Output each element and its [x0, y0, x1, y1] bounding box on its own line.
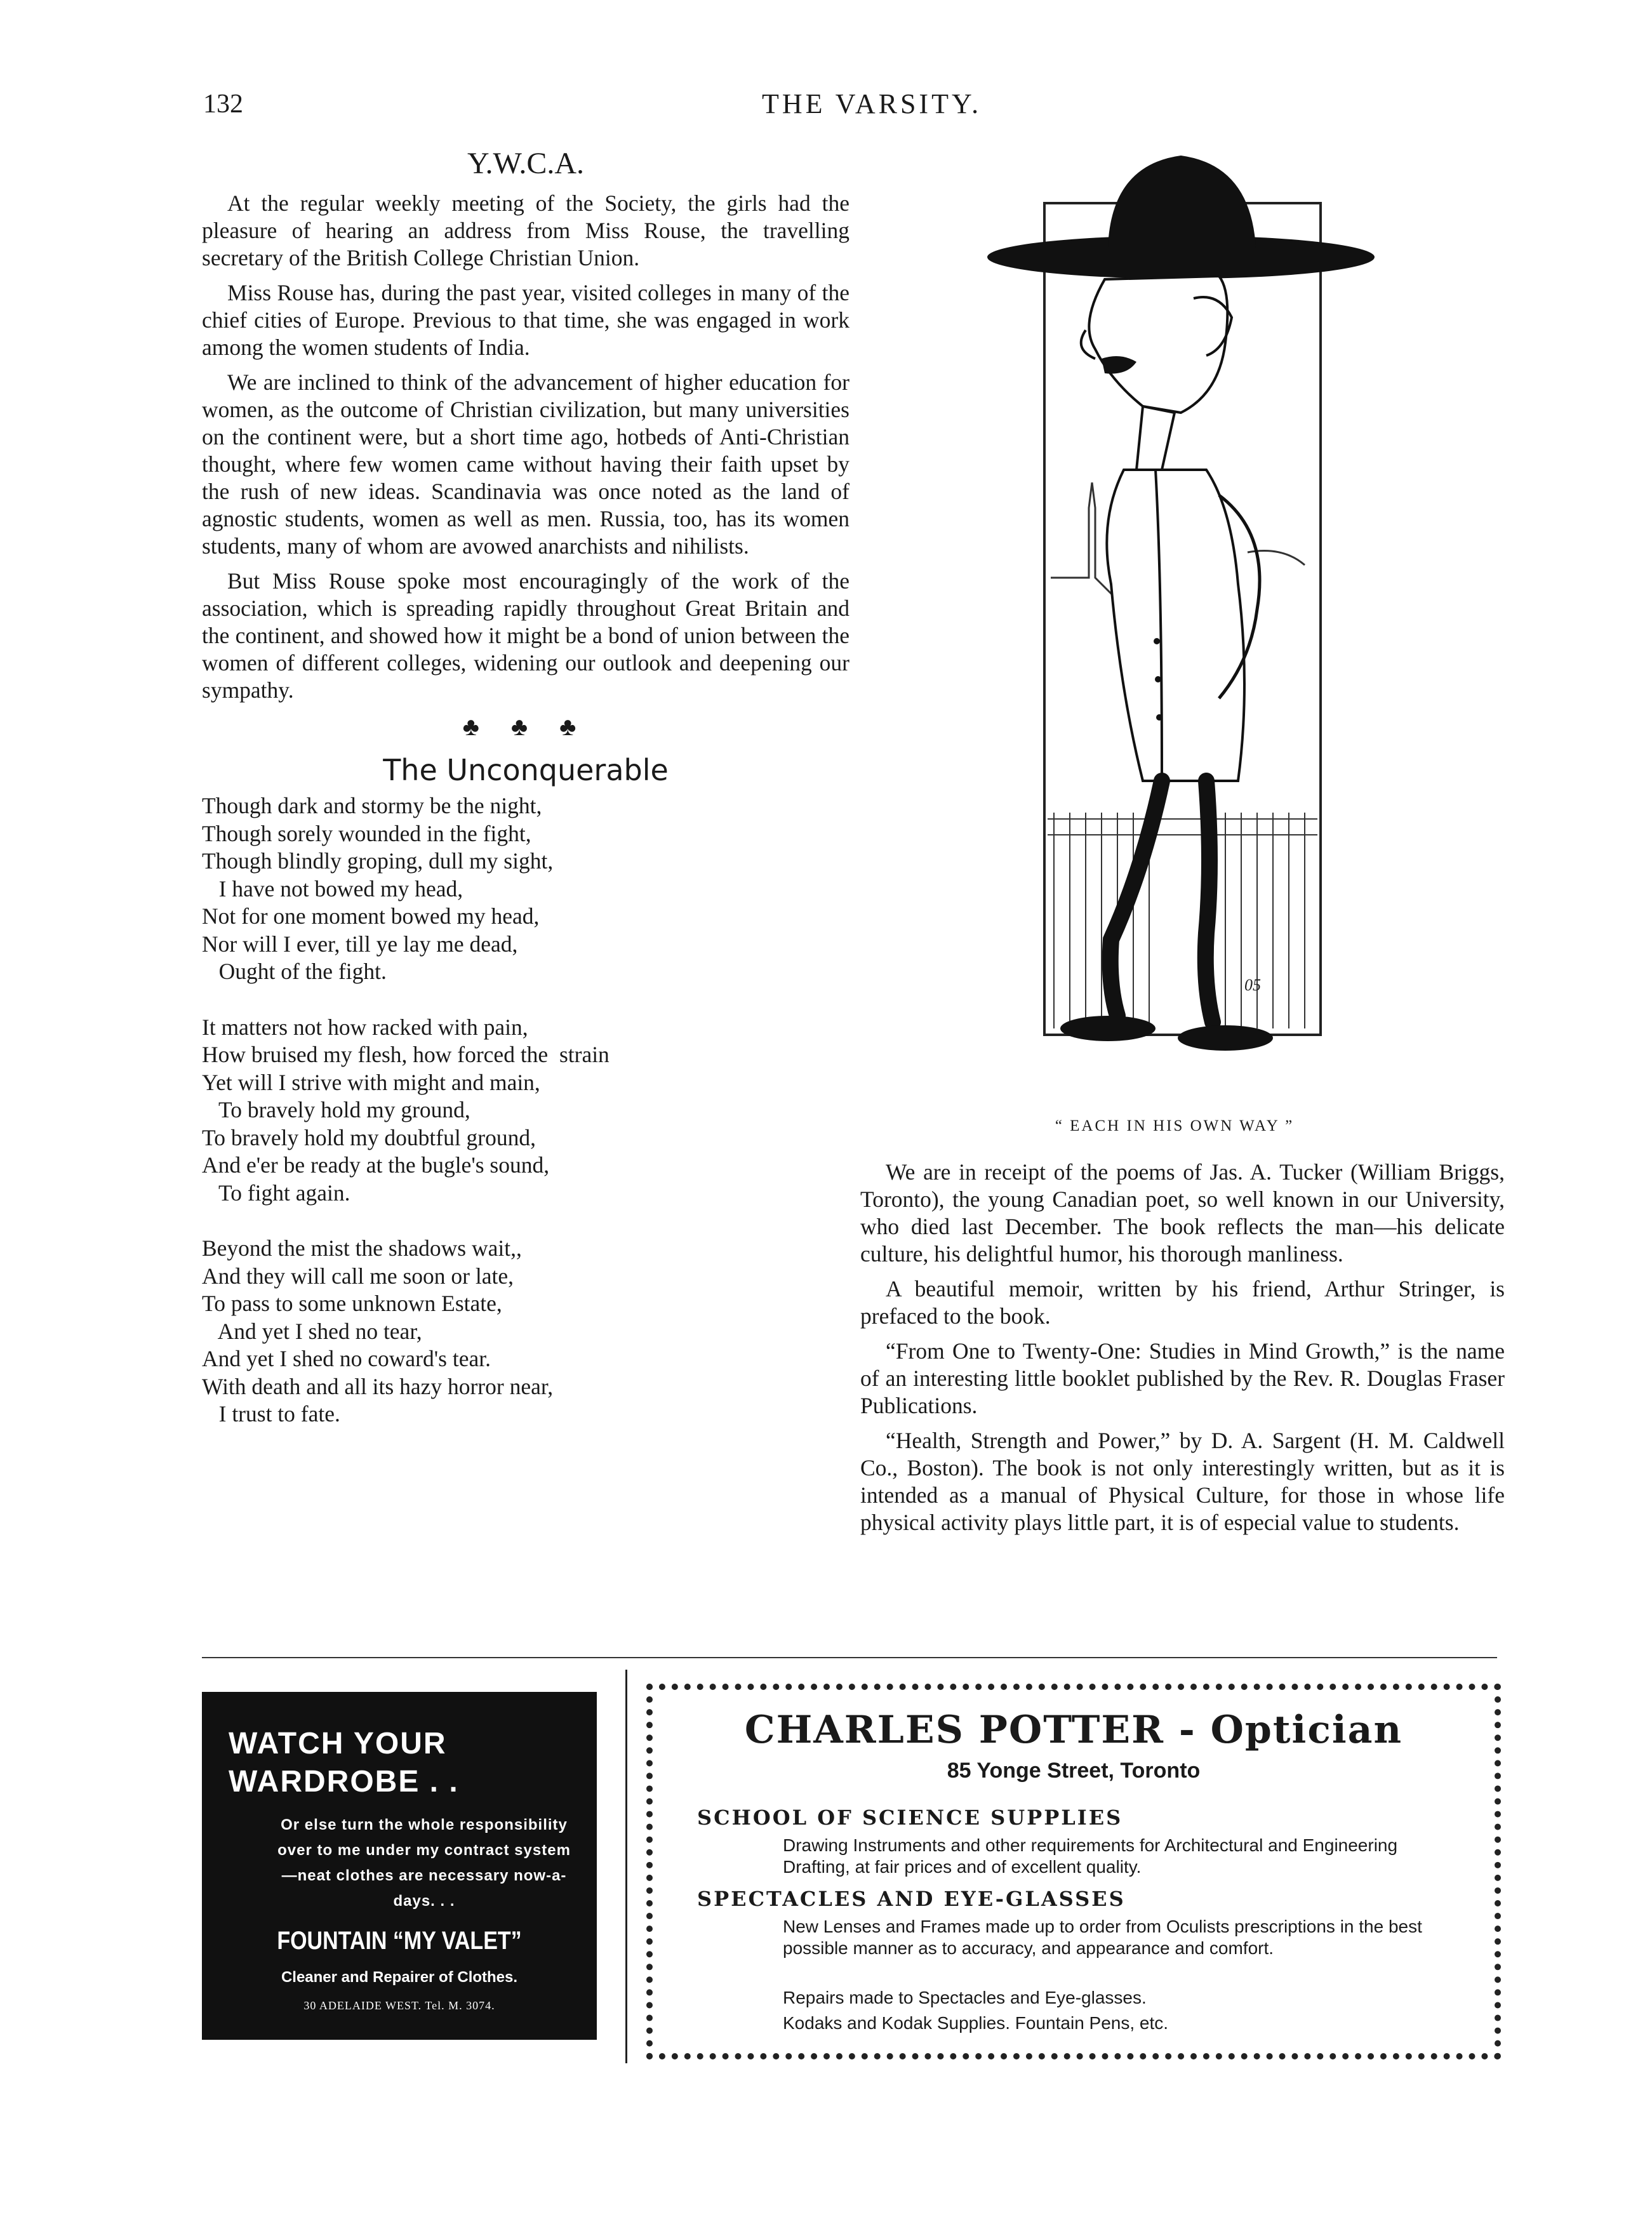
wardrobe-advertisement: [202, 1692, 597, 2040]
poem-line: I trust to fate.: [202, 1401, 340, 1427]
wardrobe-title-line: WATCH YOUR: [229, 1727, 447, 1760]
ywca-title: Y.W.C.A.: [467, 147, 585, 180]
poem-line: Yet will I strive with might and main,: [202, 1069, 540, 1095]
page-number: 132: [203, 90, 243, 119]
optician-section-heading: SPECTACLES AND EYE-GLASSES: [697, 1887, 1126, 1911]
ywca-paragraph: We are inclined to think of the advancement of higher education for women, as the outcome of Christian civilization, but many universities on the continent were, but a short time ago, hotbeds of Anti-Christian thought, where few women came without having their faith upset by the rush of new ideas. Scandinavia was once noted as the land of agnostic students, women as well as men. Russia, too, has its women students, many of whom are avowed anarchists and nihilists.: [202, 369, 849, 559]
poem-line: Though blindly groping, dull my sight,: [202, 848, 554, 874]
poem-line: It matters not how racked with pain,: [202, 1014, 528, 1040]
running-head: THE VARSITY.: [762, 88, 982, 119]
wardrobe-ad-tagline: Cleaner and Repairer of Clothes.: [281, 1969, 518, 1986]
poem-line: To fight again.: [202, 1180, 350, 1206]
poem-title: The Unconquerable: [383, 753, 669, 787]
artist-signature: 05: [1244, 976, 1261, 994]
column-divider: [625, 1670, 627, 2063]
wardrobe-ad-body: Or else turn the whole responsibility over to me under my contract system—neat clothes are necessary now-a-days. . .: [277, 1816, 571, 1910]
poem-line: I have not bowed my head,: [202, 875, 463, 901]
wardrobe-ad-business-name: FOUNTAIN “MY VALET”: [277, 1927, 522, 1955]
poem-line: How bruised my flesh, how forced the strain: [202, 1042, 610, 1067]
ywca-paragraph: But Miss Rouse spoke most encouragingly of the work of the association, which is spreading rapidly throughout Great Britain and the continent, and showed how it might be a bond of union between the women of different colleges, widening our outlook and deepening our sympathy.: [202, 568, 849, 703]
poem-line: And they will call me soon or late,: [202, 1263, 514, 1289]
book-note-paragraph: We are in receipt of the poems of Jas. A. Tucker (William Briggs, Toronto), the young Canadian poet, so well known in our University, who died last December. The book reflects the man—his delicate culture, his delightful humor, his thorough manliness.: [860, 1159, 1505, 1267]
optician-section-text: New Lenses and Frames made up to order from Oculists prescriptions in the best possible manner as to accuracy, and appearance and comfort.: [783, 1917, 1422, 1958]
poem-line: Not for one moment bowed my head,: [202, 903, 540, 929]
wardrobe-ad-address: 30 ADELAIDE WEST. Tel. M. 3074.: [303, 1999, 495, 2012]
poem-stanza: [202, 1235, 849, 1428]
poem-stanza: [202, 1014, 849, 1207]
poem-line: Though dark and stormy be the night,: [202, 793, 542, 818]
poem-line: And e'er be ready at the bugle's sound,: [202, 1152, 550, 1178]
poem-line: To bravely hold my ground,: [202, 1097, 470, 1122]
poem-line: With death and all its hazy horror near,: [202, 1373, 554, 1399]
poem-stanza: [202, 792, 849, 986]
poem-line: And yet I shed no coward's tear.: [202, 1346, 491, 1371]
book-note-paragraph: “From One to Twenty-One: Studies in Mind Growth,” is the name of an interesting little booklet published by the Rev. R. Douglas Fraser Publications.: [860, 1338, 1505, 1418]
poem-line: Nor will I ever, till ye lay me dead,: [202, 931, 518, 957]
ywca-paragraph: Miss Rouse has, during the past year, visited colleges in many of the chief cities of Europe. Previous to that time, she was engaged in work among the women students of India.: [202, 280, 849, 360]
poem-line: Though sorely wounded in the fight,: [202, 820, 531, 846]
ywca-paragraph: At the regular weekly meeting of the Society, the girls had the pleasure of hearing an address from Miss Rouse, the travelling secretary of the British College Christian Union.: [202, 190, 849, 270]
optician-section-heading: SCHOOL OF SCIENCE SUPPLIES: [697, 1806, 1123, 1830]
optician-advertisement: [646, 1684, 1501, 2059]
optician-service-line: Kodaks and Kodak Supplies. Fountain Pens, etc.: [783, 2013, 1169, 2033]
optician-section-text: Drawing Instruments and other requirements for Architectural and Engineering Drafting, at fair prices and of excellent quality.: [783, 1835, 1398, 1877]
wardrobe-ad-title: [229, 1725, 459, 1801]
optician-service-line: Repairs made to Spectacles and Eye-glasses.: [783, 1988, 1147, 2007]
right-column: [860, 1159, 1505, 1544]
illustration-caption: “ EACH IN HIS OWN WAY ”: [1055, 1117, 1295, 1134]
book-note-paragraph: “Health, Strength and Power,” by D. A. Sargent (H. M. Caldwell Co., Boston). The book is not only interestingly written, but as it is intended as a manual of Physical Culture, for those in whose life physical activity plays little part, it is of especial value to students.: [860, 1428, 1505, 1535]
wardrobe-title-line: WARDROBE . .: [229, 1765, 459, 1799]
optician-ad-address: 85 Yonge Street, Toronto: [947, 1759, 1201, 1783]
left-column: [202, 146, 849, 1428]
poem-line: To bravely hold my doubtful ground,: [202, 1124, 536, 1150]
poem-line: Ought of the fight.: [202, 959, 387, 984]
poem-line: To pass to some unknown Estate,: [202, 1291, 502, 1316]
poem-line: Beyond the mist the shadows wait,,: [202, 1235, 522, 1261]
optician-ad-title: CHARLES POTTER - Optician: [744, 1708, 1403, 1752]
section-ornament: ♣ ♣ ♣: [462, 712, 589, 741]
poem-line: And yet I shed no tear,: [202, 1318, 422, 1344]
caricature-illustration: [952, 140, 1397, 1117]
divider-rule: [202, 1657, 1497, 1658]
book-note-paragraph: A beautiful memoir, written by his friend, Arthur Stringer, is prefaced to the book.: [860, 1276, 1505, 1329]
